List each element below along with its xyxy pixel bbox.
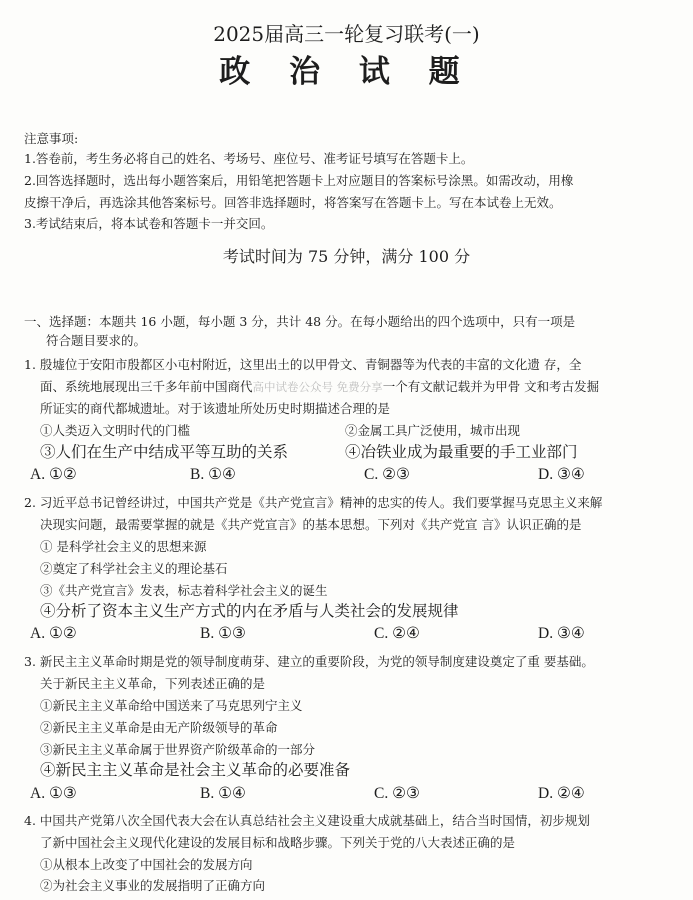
q2-stem: 2. 习近平总书记曾经讲过，中国共产党是《共产党宣言》精神的忠实的传人。我们要掌握马克思主义来解 bbox=[24, 495, 603, 510]
q4-option: ①从根本上改变了中国社会的发展方向 bbox=[40, 857, 253, 872]
watermark: 高中试卷公众号 免费分享 bbox=[252, 380, 383, 394]
section-instructions-cont: 符合题目要求的。 bbox=[46, 333, 147, 348]
q3-stem: 3. 新民主主义革命时期是党的领导制度萌芽、建立的重要阶段，为党的领导制度建设奠定了重 要基础。 bbox=[24, 654, 594, 669]
q2-option: ① 是科学社会主义的思想来源 bbox=[40, 539, 207, 554]
q3-choice-d: D. ②④ bbox=[538, 785, 585, 802]
q1-option: ④冶铁业成为最重要的手工业部门 bbox=[345, 443, 578, 461]
q1-option: ③人们在生产中结成平等互助的关系 bbox=[40, 443, 289, 461]
section-instructions: 一、选择题：本题共 16 小题，每小题 3 分，共计 48 分。在每小题给出的四个选项中，只有一项是 bbox=[24, 314, 576, 329]
note-line: 2.回答选择题时，选出每小题答案后，用铅笔把答题卡上对应题目的答案标号涂黑。如需改动，用橡 bbox=[24, 173, 574, 188]
q2-option: ③《共产党宣言》发表，标志着科学社会主义的诞生 bbox=[40, 583, 328, 598]
q3-option: ①新民主主义革命给中国送来了马克思列宁主义 bbox=[40, 698, 303, 713]
q1-stem: 所证实的商代都城遗址。对于该遗址所处历史时期描述合理的是 bbox=[40, 401, 391, 416]
q1-option: ①人类迈入文明时代的门槛 bbox=[40, 423, 191, 438]
q3-option: ④新民主主义革命是社会主义革命的必要准备 bbox=[40, 761, 351, 779]
exam-time: 考试时间为 75 分钟，满分 100 分 bbox=[222, 247, 471, 266]
q3-choice-a: A. ①③ bbox=[30, 785, 77, 802]
q1-stem-part: 中国商代 bbox=[202, 379, 253, 394]
q1-stem: 1. 殷墟位于安阳市殷都区小屯村附近，这里出土的以甲骨文、青铜器等为代表的丰富的文化遗 存，全 bbox=[24, 357, 582, 372]
q1-stem-part: 面、系统地展现出三千多年前 bbox=[40, 379, 203, 394]
note-line: 1.答卷前，考生务必将自己的姓名、考场号、座位号、准考证号填写在答题卡上。 bbox=[24, 151, 474, 166]
q1-choice-c: C. ②③ bbox=[364, 466, 410, 483]
q3-choice-c: C. ②③ bbox=[374, 785, 420, 802]
note-line: 皮擦干净后，再选涂其他答案标号。回答非选择题时，将答案写在答题卡上。写在本试卷上无效。 bbox=[24, 195, 562, 210]
q2-choice-d: D. ③④ bbox=[538, 625, 585, 642]
q2-option: ④分析了资本主义生产方式的内在矛盾与人类社会的发展规律 bbox=[40, 602, 459, 620]
q4-stem: 了新中国社会主义现代化建设的发展目标和战略步骤。下列关于党的八大表述正确的是 bbox=[40, 835, 516, 850]
exam-title: 2025届高三一轮复习联考(一) bbox=[213, 22, 480, 46]
q2-stem: 决现实问题，最需要掌握的就是《共产党宣言》的基本思想。下列对《共产党宣 言》认识正确的是 bbox=[40, 517, 582, 532]
q1-choice-a: A. ①② bbox=[30, 466, 77, 483]
notes-heading: 注意事项: bbox=[24, 131, 79, 146]
q1-choice-b: B. ①④ bbox=[190, 466, 236, 483]
q3-option: ③新民主主义革命属于世界资产阶级革命的一部分 bbox=[40, 742, 316, 757]
q2-choice-a: A. ①② bbox=[30, 625, 77, 642]
q4-option: ②为社会主义事业的发展指明了正确方向 bbox=[40, 878, 266, 893]
q1-stem-part: 一个有文献记载并为甲骨 文和考古发掘 bbox=[382, 379, 600, 394]
q2-choice-b: B. ①③ bbox=[200, 625, 246, 642]
q1-choice-d: D. ③④ bbox=[538, 466, 585, 483]
subject-title: 政 治 试 题 bbox=[219, 54, 474, 90]
q3-stem: 关于新民主主义革命，下列表述正确的是 bbox=[40, 676, 266, 691]
q1-option: ②金属工具广泛使用，城市出现 bbox=[345, 423, 521, 438]
q2-option: ②奠定了科学社会主义的理论基石 bbox=[40, 561, 228, 576]
q2-choice-c: C. ②④ bbox=[374, 625, 420, 642]
q1-stem bbox=[40, 378, 599, 396]
q3-option: ②新民主主义革命是由无产阶级领导的革命 bbox=[40, 720, 278, 735]
q3-choice-b: B. ①④ bbox=[200, 785, 246, 802]
q4-stem: 4. 中国共产党第八次全国代表大会在认真总结社会主义建设重大成就基础上，结合当时国情，初步规划 bbox=[24, 813, 590, 828]
note-line: 3.考试结束后，将本试卷和答题卡一并交回。 bbox=[24, 216, 274, 231]
